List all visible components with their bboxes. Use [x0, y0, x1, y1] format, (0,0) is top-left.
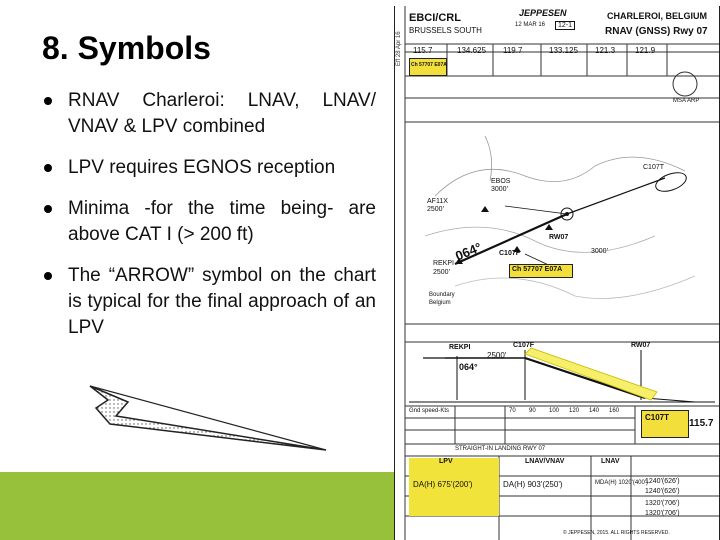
chart-page: 12-1 — [555, 21, 575, 30]
profile-rekpi: REKPI — [449, 344, 471, 351]
ils-callout-fix: C107T — [645, 413, 670, 422]
approach-chart — [394, 6, 720, 540]
chart-date: 12 MAR 16 — [515, 22, 546, 28]
minima-lnav-value: MDA(H) 1020'(400') — [595, 480, 648, 486]
chart-freq-6: 121.9 — [635, 46, 656, 55]
rvr-value-1: 1240'(626') — [645, 478, 680, 485]
conversion-v5: 140 — [589, 408, 600, 414]
minima-header: STRAIGHT-IN LANDING RWY 07 — [455, 446, 546, 452]
bullet-text: The “ARROW” symbol on the chart is typical for the final approach of an LPV — [68, 265, 376, 338]
fix-ebos-alt: 3000' — [491, 186, 508, 193]
rvr-value-2: 1240'(626') — [645, 488, 680, 495]
minima-lnav-vnav-value: DA(H) 903'(250') — [503, 480, 563, 489]
chart-publisher: JEPPESEN — [519, 8, 567, 18]
fix-c107f: C107F — [499, 250, 521, 257]
msa-label: MSA ARP — [673, 98, 700, 104]
chart-sidebar-label: Eff 28 Apr 16 — [396, 31, 402, 66]
profile-course: 064° — [459, 362, 478, 372]
bullet-text: RNAV Charleroi: LNAV, LNAV/ VNAV & LPV combined — [68, 90, 376, 137]
chart-freq-4: 133.125 — [549, 46, 578, 55]
bullet-item — [40, 263, 376, 341]
fix-af11x-alt: 2500' — [427, 206, 444, 213]
channel-box-plan-text: Ch 57707 E07A — [512, 266, 563, 273]
fix-af11x: AF11X — [427, 198, 448, 205]
channel-box-header-text: Ch 57707 E07A — [411, 62, 447, 68]
bullet-text: Minima -for the time being- are above CAT I (> 200 ft) — [68, 198, 376, 245]
rvr-value-3: 1320'(706') — [645, 500, 680, 507]
chart-airport-name: BRUSSELS SOUTH — [409, 26, 482, 35]
bullet-dot-icon — [44, 272, 52, 280]
rvr-value-4: 1320'(706') — [645, 510, 680, 517]
plan-note-boundary: Boundary — [429, 292, 455, 298]
chart-freq-2: 134.625 — [457, 46, 486, 55]
chart-procedure: RNAV (GNSS) Rwy 07 — [605, 26, 708, 37]
fix-rekpi: REKPI — [433, 260, 455, 267]
conversion-v3: 100 — [549, 408, 560, 414]
fix-rw07: RW07 — [549, 234, 569, 241]
fix-ebos: EBOS — [491, 178, 511, 185]
chart-freq-3: 119.7 — [503, 46, 523, 55]
profile-alt: 2500' — [487, 351, 507, 360]
bullet-dot-icon — [44, 205, 52, 213]
bullet-text: LPV requires EGNOS reception — [68, 157, 336, 178]
bullet-list — [40, 88, 376, 356]
profile-c107f: C107F — [513, 342, 535, 349]
ils-callout-box — [641, 410, 689, 438]
bullet-item — [40, 88, 376, 140]
conversion-v1: 70 — [509, 408, 516, 414]
chart-airport-code: EBCI/CRL — [409, 12, 461, 24]
bullet-dot-icon — [44, 164, 52, 172]
profile-rw07: RW07 — [631, 342, 651, 349]
lpv-arrow-icon — [88, 378, 338, 458]
chart-final-course: 064° — [453, 239, 484, 264]
fix-rw07-alt: 3000' — [591, 248, 608, 255]
conversion-v2: 90 — [529, 408, 536, 414]
fix-rekpi-alt: 2500' — [433, 269, 450, 276]
conversion-v4: 120 — [569, 408, 580, 414]
minima-col-lpv: LPV — [439, 458, 453, 465]
bullet-dot-icon — [44, 97, 52, 105]
conversion-v6: 160 — [609, 408, 620, 414]
channel-box-plan — [509, 264, 573, 278]
chart-freq-5: 121.3 — [595, 46, 616, 55]
fix-c107t: C107T — [643, 164, 665, 171]
minima-lpv-value: DA(H) 675'(200') — [413, 480, 473, 489]
chart-freq-1: 115.7 — [413, 46, 433, 55]
chart-copyright: © JEPPESEN, 2015. ALL RIGHTS RESERVED. — [563, 530, 670, 536]
minima-col-lnav: LNAV — [601, 458, 620, 465]
plan-note-country: Belgium — [429, 300, 451, 306]
bullet-item — [40, 196, 376, 248]
vor-freq: 115.7 — [689, 418, 714, 429]
conversion-title: Gnd speed-Kts — [409, 408, 450, 414]
channel-box-header — [409, 58, 447, 76]
chart-city: CHARLEROI, BELGIUM — [607, 11, 707, 21]
bullet-item — [40, 155, 376, 181]
page-title: 8. Symbols — [42, 30, 211, 66]
minima-col-lnav-vnav: LNAV/VNAV — [525, 458, 565, 465]
